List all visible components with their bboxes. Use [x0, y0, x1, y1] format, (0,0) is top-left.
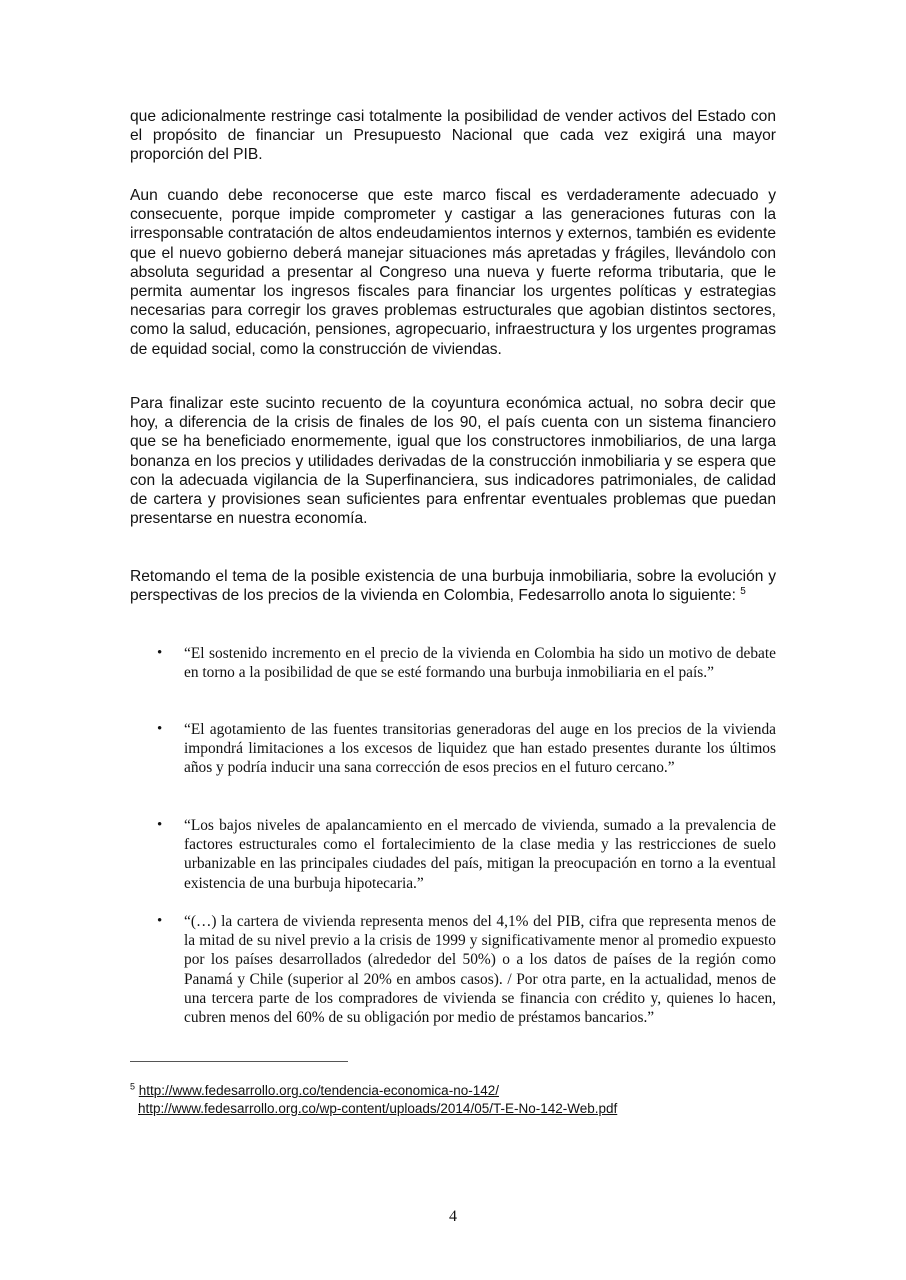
quote-item — [157, 644, 776, 682]
footnote-reference: 5 — [740, 586, 746, 598]
footnote — [130, 1082, 830, 1118]
quote-item — [157, 912, 776, 1027]
quote-text: “El sostenido incremento en el precio de la vivienda en Colombia ha sido un motivo de debate en torno a la posibilidad de que se esté formando una burbuja inmobiliaria en el país.” — [184, 645, 776, 682]
bullet-icon: • — [157, 721, 163, 737]
bullet-icon: • — [157, 913, 163, 929]
footnote-separator — [130, 1061, 348, 1062]
paragraph-4-text: Retomando el tema de la posible existencia de una burbuja inmobiliaria, sobre la evolución y perspectivas de los precios de la vivienda en Colombia, Fedesarrollo anota lo siguiente: — [130, 568, 776, 605]
paragraph-4 — [130, 567, 776, 605]
footnote-link-1[interactable]: http://www.fedesarrollo.org.co/tendencia-economica-no-142/ — [138, 1083, 499, 1098]
quote-text: “El agotamiento de las fuentes transitorias generadoras del auge en los precios de la vivienda impondrá limitaciones a los excesos de liquidez que han estado presentes durante los últimos años y podría inducir una sana corrección de esos precios en el futuro cercano.” — [184, 721, 776, 777]
paragraph-3: Para finalizar este sucinto recuento de la coyuntura económica actual, no sobra decir que hoy, a diferencia de la crisis de finales de los 90, el país cuenta con un sistema financiero que se ha beneficiado enormemente, igual que los constructores inmobiliarios, de una larga bonanza en los precios y utilidades derivadas de la construcción inmobiliaria y se espera que con la adecuada vigilancia de la Superfinanciera, sus indicadores patrimoniales, de calidad de cartera y provisiones sean suficientes para enfrentar eventuales problemas que puedan presentarse en nuestra economía. — [130, 395, 776, 528]
bullet-icon: • — [157, 817, 163, 833]
quote-item — [157, 816, 776, 893]
footnote-link-2[interactable]: http://www.fedesarrollo.org.co/wp-content/uploads/2014/05/T-E-No-142-Web.pdf — [138, 1101, 618, 1116]
footnote-line-1 — [130, 1082, 830, 1100]
footnote-line-2 — [130, 1100, 830, 1118]
bullet-icon: • — [157, 645, 163, 661]
quote-item — [157, 720, 776, 778]
paragraph-1: que adicionalmente restringe casi totalmente la posibilidad de vender activos del Estado con el propósito de financiar un Presupuesto Nacional que cada vez exigirá una mayor proporción del PIB. — [130, 108, 776, 164]
quote-text: “Los bajos niveles de apalancamiento en el mercado de vivienda, sumado a la prevalencia de factores estructurales como el fortalecimiento de la clase media y las restricciones de suelo urbanizable en las principales ciudades del país, mitigan la preocupación en torno a la eventual existencia de una burbuja hipotecaria.” — [184, 817, 776, 892]
paragraph-2: Aun cuando debe reconocerse que este marco fiscal es verdaderamente adecuado y consecuente, porque impide comprometer y castigar a las generaciones futuras con la irresponsable contratación de altos endeudamientos internos y externos, también es evidente que el nuevo gobierno deberá manejar situaciones más apretadas y frágiles, llevándolo con absoluta seguridad a presentar al Congreso una nueva y fuerte reforma tributaria, que le permita aumentar los ingresos fiscales para financiar los urgentes políticas y estrategias necesarias para corregir los graves problemas estructurales que agobian distintos sectores, como la salud, educación, pensiones, agropecuario, infraestructura y los urgentes programas de equidad social, como la construcción de viviendas. — [130, 187, 776, 358]
quote-text: “(…) la cartera de vivienda representa menos del 4,1% del PIB, cifra que representa menos de la mitad de su nivel previo a la crisis de 1999 y significativamente menor al promedio expuesto por los países desarrollados (alrededor del 50%) o a los datos de países de la región como Panamá y Chile (superior al 20% en ambos casos). / Por otra parte, en la actualidad, menos de una tercera parte de los compradores de vivienda se financia con crédito y, quienes lo hacen, cubren menos del 60% de su obligación por medio de préstamos bancarios.” — [184, 913, 776, 1027]
page-number: 4 — [449, 1208, 457, 1225]
footnote-number: 5 — [130, 1081, 136, 1092]
